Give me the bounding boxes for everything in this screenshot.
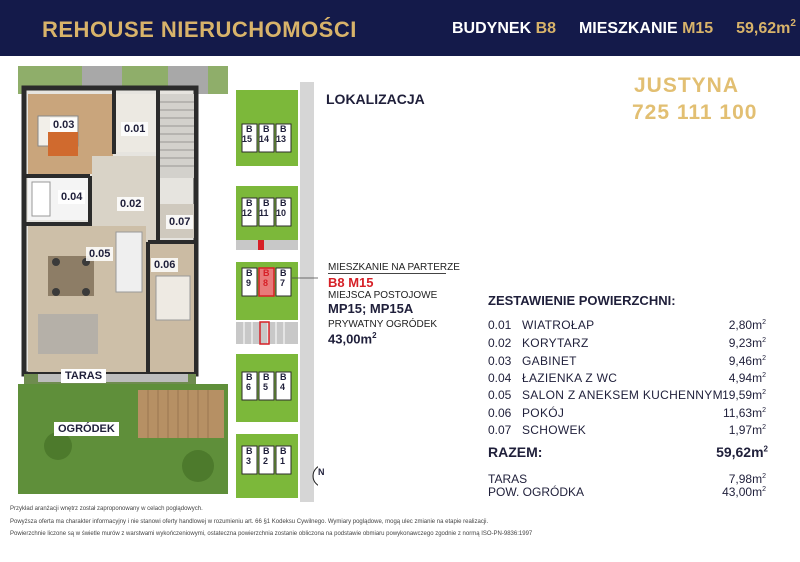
site-map — [232, 82, 318, 502]
summary-row-area-value: 1,97m — [728, 423, 763, 437]
summary-row-area — [723, 406, 766, 420]
summary-row-area — [722, 388, 766, 402]
legend-parking-value: MP15; MP15A — [328, 301, 414, 316]
bldg-6-letter: B — [246, 372, 253, 382]
garden-zone-label: OGRÓDEK — [54, 422, 119, 436]
room-label-pokoj: 0.06 — [151, 258, 178, 272]
bldg-9-letter: B — [246, 268, 253, 278]
bldg-10-letter: B — [280, 198, 287, 208]
bldg-14-number: 14 — [259, 134, 270, 144]
header-bar — [0, 0, 800, 56]
room-label-wiatrolap: 0.01 — [121, 122, 148, 136]
area-exp: 2 — [762, 319, 766, 326]
bldg-13-number: 13 — [276, 134, 287, 144]
bldg-7-letter: B — [280, 268, 287, 278]
summary-row-area — [729, 336, 766, 350]
extra-row-area — [722, 485, 766, 499]
bldg-11-letter: B — [263, 198, 270, 208]
building-label: BUDYNEK — [452, 20, 532, 37]
area-exp: 2 — [762, 372, 766, 379]
agent-phone[interactable]: 725 111 100 — [632, 101, 758, 124]
apartment-info — [452, 20, 796, 38]
bldg-10-number: 10 — [276, 208, 287, 218]
agent-name: JUSTYNA — [634, 74, 740, 97]
flat-value: M15 — [682, 20, 714, 37]
location-title: LOKALIZACJA — [326, 91, 425, 107]
summary-title: ZESTAWIENIE POWIERZCHNI: — [488, 293, 676, 308]
summary-total-area — [716, 444, 768, 460]
summary-row-code: 0.06 — [488, 406, 512, 420]
legend-garden-area: 43,00m — [328, 331, 373, 347]
area-exp: 2 — [762, 486, 766, 493]
room-label-gabinet: 0.03 — [50, 118, 77, 132]
legend-garden-exp: 2 — [372, 331, 377, 340]
summary-row-name: POKÓJ — [522, 406, 565, 420]
legend-garden-value — [328, 331, 377, 346]
bldg-1-number: 1 — [280, 456, 286, 466]
summary-row-name: SALON Z ANEKSEM KUCHENNYM — [522, 388, 723, 402]
bldg-3-number: 3 — [246, 456, 252, 466]
summary-row — [488, 423, 766, 439]
summary-total-label: RAZEM: — [488, 444, 543, 460]
bldg-9-number: 9 — [246, 278, 252, 288]
summary-row-area-value: 19,59m — [722, 388, 763, 402]
summary-row-name: GABINET — [522, 354, 577, 368]
legend-garden-label: PRYWATNY OGRÓDEK — [328, 319, 438, 330]
legend-floor-note: MIESZKANIE NA PARTERZE — [328, 262, 460, 273]
bldg-11-number: 11 — [259, 208, 269, 218]
bldg-14-letter: B — [263, 124, 270, 134]
summary-row-area-value: 2,80m — [728, 318, 763, 332]
summary-row-area — [729, 423, 766, 437]
legend-parking-label: MIEJSCA POSTOJOWE — [328, 290, 438, 301]
flat-label: MIESZKANIE — [578, 20, 678, 37]
bldg-2-letter: B — [263, 446, 270, 456]
floor-plan — [18, 66, 228, 494]
bldg-4-number: 4 — [280, 382, 286, 392]
area-exp: 2 — [762, 337, 766, 344]
bldg-5-letter: B — [263, 372, 270, 382]
bldg-15-letter: B — [246, 124, 253, 134]
extra-row-area-value: 43,00m — [722, 485, 763, 499]
summary-row — [488, 318, 766, 334]
summary-row — [488, 371, 766, 387]
summary-total-value: 59,62m — [716, 444, 764, 460]
bldg-1-letter: B — [280, 446, 287, 456]
summary-row — [488, 388, 766, 404]
summary-row-area — [729, 371, 766, 385]
summary-row-name: ŁAZIENKA Z WC — [522, 371, 618, 385]
extra-row-area-value: 7,98m — [728, 472, 763, 486]
summary-row-code: 0.01 — [488, 318, 512, 332]
bldg-6-number: 6 — [246, 382, 252, 392]
summary-row-area — [729, 318, 766, 332]
summary-row-area-value: 9,46m — [728, 354, 763, 368]
bldg-8-number: 8 — [263, 278, 269, 288]
terrace-label: TARAS — [61, 369, 106, 383]
extra-row-name: POW. OGRÓDKA — [488, 485, 585, 499]
bldg-3-letter: B — [246, 446, 253, 456]
summary-total — [488, 444, 768, 460]
flat-area-exp: 2 — [790, 18, 796, 29]
bldg-7-number: 7 — [280, 278, 286, 288]
legend-divider — [328, 273, 446, 274]
extra-row-area — [729, 472, 766, 486]
flat-area — [736, 20, 796, 37]
bldg-2-number: 2 — [263, 456, 269, 466]
bldg-12-letter: B — [246, 198, 253, 208]
bldg-4-letter: B — [280, 372, 287, 382]
summary-row-name: KORYTARZ — [522, 336, 589, 350]
footnote: Przykład aranżacji wnętrz został zaproponowany w celach poglądowych. — [10, 506, 203, 512]
bldg-13-letter: B — [280, 124, 287, 134]
summary-row — [488, 354, 766, 370]
footnote: Powierzchnie liczone są w świetle murów z warstwami wykończeniowymi, ostateczna powierzchnia zostanie obliczona na podstawie obmiaru powykonawczego zgodnie z normą ISO-PN-9836:1997 — [10, 531, 533, 537]
summary-row-area — [729, 354, 766, 368]
legend-unit: B8 M15 — [328, 275, 374, 290]
summary-row — [488, 406, 766, 422]
bldg-5-number: 5 — [263, 382, 269, 392]
area-exp: 2 — [762, 355, 766, 362]
summary-row — [488, 336, 766, 352]
summary-row-code: 0.05 — [488, 388, 512, 402]
area-exp: 2 — [763, 444, 768, 454]
room-label-korytarz: 0.02 — [117, 197, 144, 211]
bldg-8-letter: B — [263, 268, 270, 278]
bldg-15-number: 15 — [242, 134, 253, 144]
area-exp: 2 — [762, 473, 766, 480]
summary-row-name: SCHOWEK — [522, 423, 587, 437]
footnote: Powyższa oferta ma charakter informacyjny i nie stanowi oferty handlowej w rozumieniu art. 66 §1 Kodeksu Cywilnego. Wymiary poglądowe, mogą ulec zmianie na etapie realizacji. — [10, 519, 489, 525]
extra-row — [488, 485, 766, 501]
area-exp: 2 — [762, 407, 766, 414]
compass-north-label: N — [318, 467, 325, 477]
summary-row-area-value: 4,94m — [728, 371, 763, 385]
summary-row-area-value: 11,63m — [722, 406, 763, 420]
extra-row-name: TARAS — [488, 472, 528, 486]
building-value: B8 — [535, 20, 557, 37]
room-label-schowek: 0.07 — [166, 215, 193, 229]
summary-row-area-value: 9,23m — [728, 336, 763, 350]
area-exp: 2 — [762, 389, 766, 396]
flat-area-value: 59,62m — [736, 20, 791, 37]
room-label-salon: 0.05 — [86, 247, 113, 261]
area-exp: 2 — [762, 424, 766, 431]
summary-row-code: 0.02 — [488, 336, 512, 350]
summary-row-code: 0.07 — [488, 423, 512, 437]
summary-row-name: WIATROŁAP — [522, 318, 595, 332]
site-map-drawing — [232, 82, 318, 502]
summary-row-code: 0.04 — [488, 371, 512, 385]
bldg-12-number: 12 — [242, 208, 253, 218]
brand-name: REHOUSE NIERUCHOMOŚCI — [42, 17, 357, 42]
room-label-lazienka: 0.04 — [58, 190, 85, 204]
summary-row-code: 0.03 — [488, 354, 512, 368]
